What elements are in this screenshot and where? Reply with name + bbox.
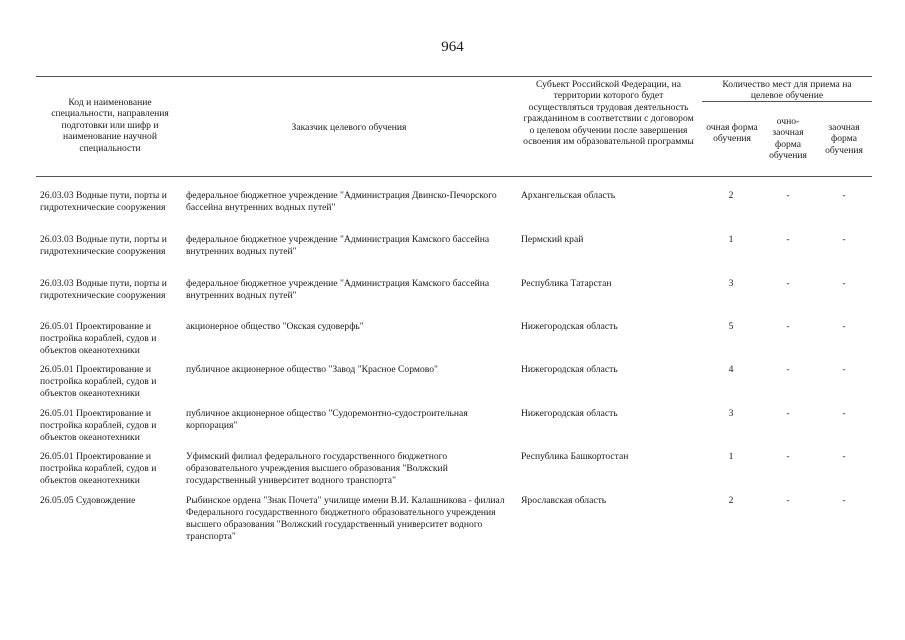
header-part-time: очно-заочная форма обучения <box>769 116 807 162</box>
row-customer: акционерное общество "Окская судоверфь" <box>186 321 364 332</box>
row-code: 26.05.01 Проектирование и постройка кораблей, судов и объектов океанотехники <box>40 364 157 399</box>
row-full-time: 2 <box>728 190 734 201</box>
row-customer: Уфимский филиал федерального государственного бюджетного образовательного учреждения высшего образования "Волжский государственный университет водного транспорта" <box>186 451 448 486</box>
row-region: Нижегородская область <box>521 408 618 419</box>
row-customer: Рыбинское ордена "Знак Почета" училище имени В.И. Калашникова - филиал Федерального государственного бюджетного образовательного учреждения высшего образования "Волжский государственный университет водного транспорта" <box>186 495 505 542</box>
row-part-time: - <box>786 408 790 419</box>
header-full-time: очная форма обучения <box>706 122 758 145</box>
row-part-time: - <box>786 278 790 289</box>
row-extramural: - <box>842 234 846 245</box>
row-customer: публичное акционерное общество "Судоремонтно-судостроительная корпорация" <box>186 408 468 431</box>
page-number: 964 <box>441 39 464 55</box>
row-code: 26.05.05 Судовождение <box>40 495 136 506</box>
row-part-time: - <box>786 234 790 245</box>
row-customer: федеральное бюджетное учреждение "Администрация Двинско-Печорского бассейна внутренних водных путей" <box>186 190 497 213</box>
row-full-time: 1 <box>728 234 734 245</box>
row-region: Республика Башкортостан <box>521 451 629 462</box>
row-region: Ярославская область <box>521 495 607 506</box>
header-code: Код и наименование специальности, направления подготовки или шифр и наименование научной специальности <box>51 97 169 154</box>
row-code: 26.03.03 Водные пути, порты и гидротехнические сооружения <box>40 190 167 213</box>
row-code: 26.05.01 Проектирование и постройка кораблей, судов и объектов океанотехники <box>40 408 157 443</box>
row-extramural: - <box>842 278 846 289</box>
row-region: Пермский край <box>521 234 584 245</box>
row-full-time: 5 <box>728 321 734 332</box>
row-extramural: - <box>842 408 846 419</box>
row-full-time: 1 <box>728 451 734 462</box>
header-customer: Заказчик целевого обучения <box>291 122 407 133</box>
row-part-time: - <box>786 495 790 506</box>
row-full-time: 4 <box>728 364 734 375</box>
row-part-time: - <box>786 321 790 332</box>
row-extramural: - <box>842 321 846 332</box>
row-extramural: - <box>842 451 846 462</box>
header-bottom-rule <box>36 176 872 177</box>
row-region: Архангельская область <box>521 190 616 201</box>
row-code: 26.05.01 Проектирование и постройка кораблей, судов и объектов океанотехники <box>40 451 157 486</box>
header-extramural: заочная форма обучения <box>825 122 863 156</box>
row-full-time: 2 <box>728 495 734 506</box>
row-customer: федеральное бюджетное учреждение "Администрация Камского бассейна внутренних водных путей" <box>186 278 490 301</box>
row-code: 26.05.01 Проектирование и постройка кораблей, судов и объектов океанотехники <box>40 321 157 356</box>
row-extramural: - <box>842 190 846 201</box>
row-code: 26.03.03 Водные пути, порты и гидротехнические сооружения <box>40 278 167 301</box>
header-top-rule <box>36 76 872 77</box>
row-region: Нижегородская область <box>521 364 618 375</box>
row-part-time: - <box>786 190 790 201</box>
header-places: Количество мест для приема на целевое обучение <box>722 79 852 102</box>
row-part-time: - <box>786 364 790 375</box>
row-full-time: 3 <box>728 408 734 419</box>
row-customer: публичное акционерное общество "Завод "Красное Сормово" <box>186 364 438 375</box>
row-extramural: - <box>842 364 846 375</box>
row-extramural: - <box>842 495 846 506</box>
row-region: Нижегородская область <box>521 321 618 332</box>
row-code: 26.03.03 Водные пути, порты и гидротехнические сооружения <box>40 234 167 257</box>
row-full-time: 3 <box>728 278 734 289</box>
row-region: Республика Татарстан <box>521 278 612 289</box>
header-region: Субъект Российской Федерации, на территории которого будет осуществляться трудовая деятельность гражданином в соответствии с договором о целевом обучении после завершения освоения им образовательной программы <box>523 79 694 148</box>
row-part-time: - <box>786 451 790 462</box>
row-customer: федеральное бюджетное учреждение "Администрация Камского бассейна внутренних водных путей" <box>186 234 490 257</box>
